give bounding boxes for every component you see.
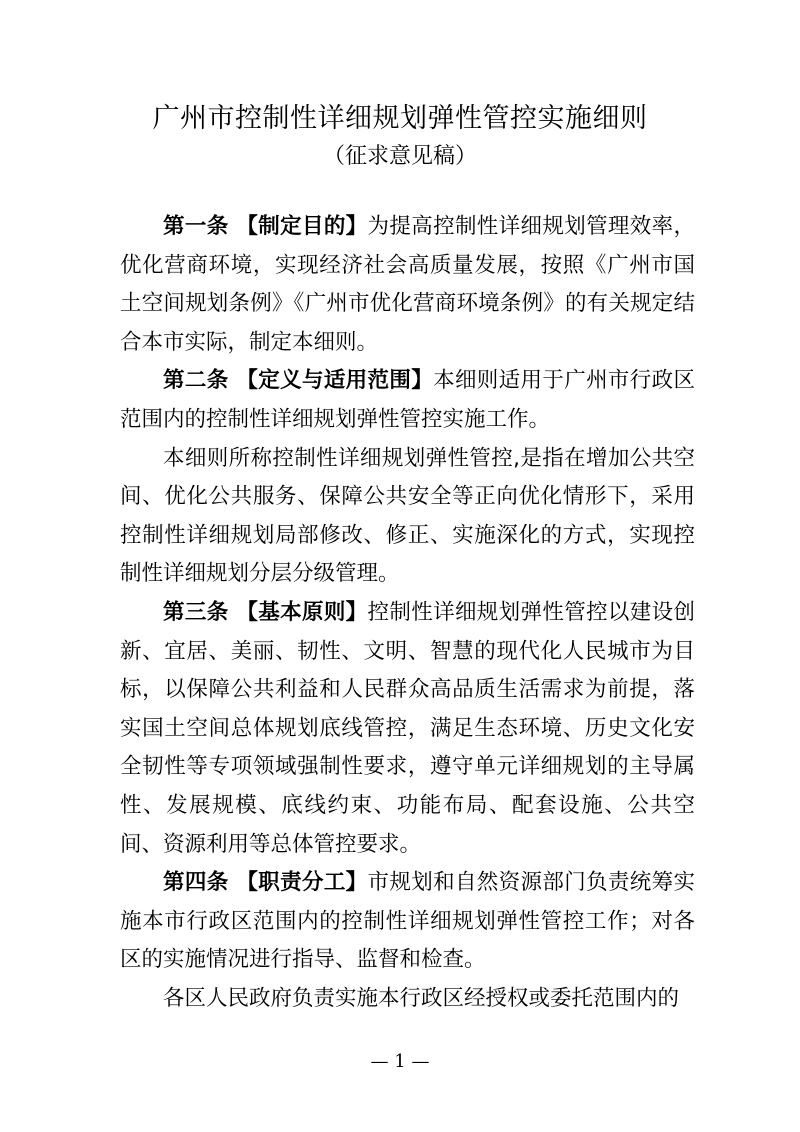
paragraph-text: 本细则所称控制性详细规划弹性管控,是指在增加公共空间、优化公共服务、保障公共安全等正向优化情形下，采用控制性详细规划局部修改、修正、实施深化的方式，实现控制性详细规划分层分级管理。 <box>120 445 695 587</box>
paragraph-article-2 <box>120 362 695 439</box>
paragraph-article-3 <box>120 594 695 864</box>
article-heading: 第一条 【制定目的】 <box>163 214 368 239</box>
document-body <box>120 208 695 1018</box>
paragraph-text: 各区人民政府负责实施本行政区经授权或委托范围内的 <box>163 985 680 1011</box>
document-subtitle: （征求意见稿） <box>322 144 477 169</box>
paragraph-article-2-continued <box>120 440 695 594</box>
paragraph-text: 本细则适用于广州市行政区范围内的控制性详细规划弹性管控实施工作。 <box>120 368 695 432</box>
paragraph-article-4-continued <box>120 980 695 1019</box>
paragraph-text: 控制性详细规划弹性管控以建设创新、宜居、美丽、韧性、文明、智慧的现代化人民城市为目标，以保障公共利益和人民群众高品质生活需求为前提，落实国土空间总体规划底线管控，满足生态环境、历史文化安全韧性等专项领域强制性要求，遵守单元详细规划的主导属性、发展规模、底线约束、功能布局、配套设施、公共空间、资源利用等总体管控要求。 <box>120 599 695 857</box>
paragraph-article-1 <box>120 208 695 362</box>
document-title: 广州市控制性详细规划弹性管控实施细则 <box>152 103 648 134</box>
paragraph-text: 市规划和自然资源部门负责统筹实施本市行政区范围内的控制性详细规划弹性管控工作；对各区的实施情况进行指导、监督和检查。 <box>120 870 695 973</box>
paragraph-article-4 <box>120 864 695 980</box>
article-heading: 第二条 【定义与适用范围】 <box>163 368 434 394</box>
article-heading: 第三条 【基本原则】 <box>163 599 368 625</box>
page-number: — 1 — <box>370 1051 430 1072</box>
paragraph-text: 为提高控制性详细规划管理效率，优化营商环境，实现经济社会高质量发展，按照《广州市国土空间规划条例》《广州市优化营商环境条例》的有关规定结合本市实际，制定本细则。 <box>120 214 695 355</box>
article-heading: 第四条 【职责分工】 <box>163 870 368 896</box>
